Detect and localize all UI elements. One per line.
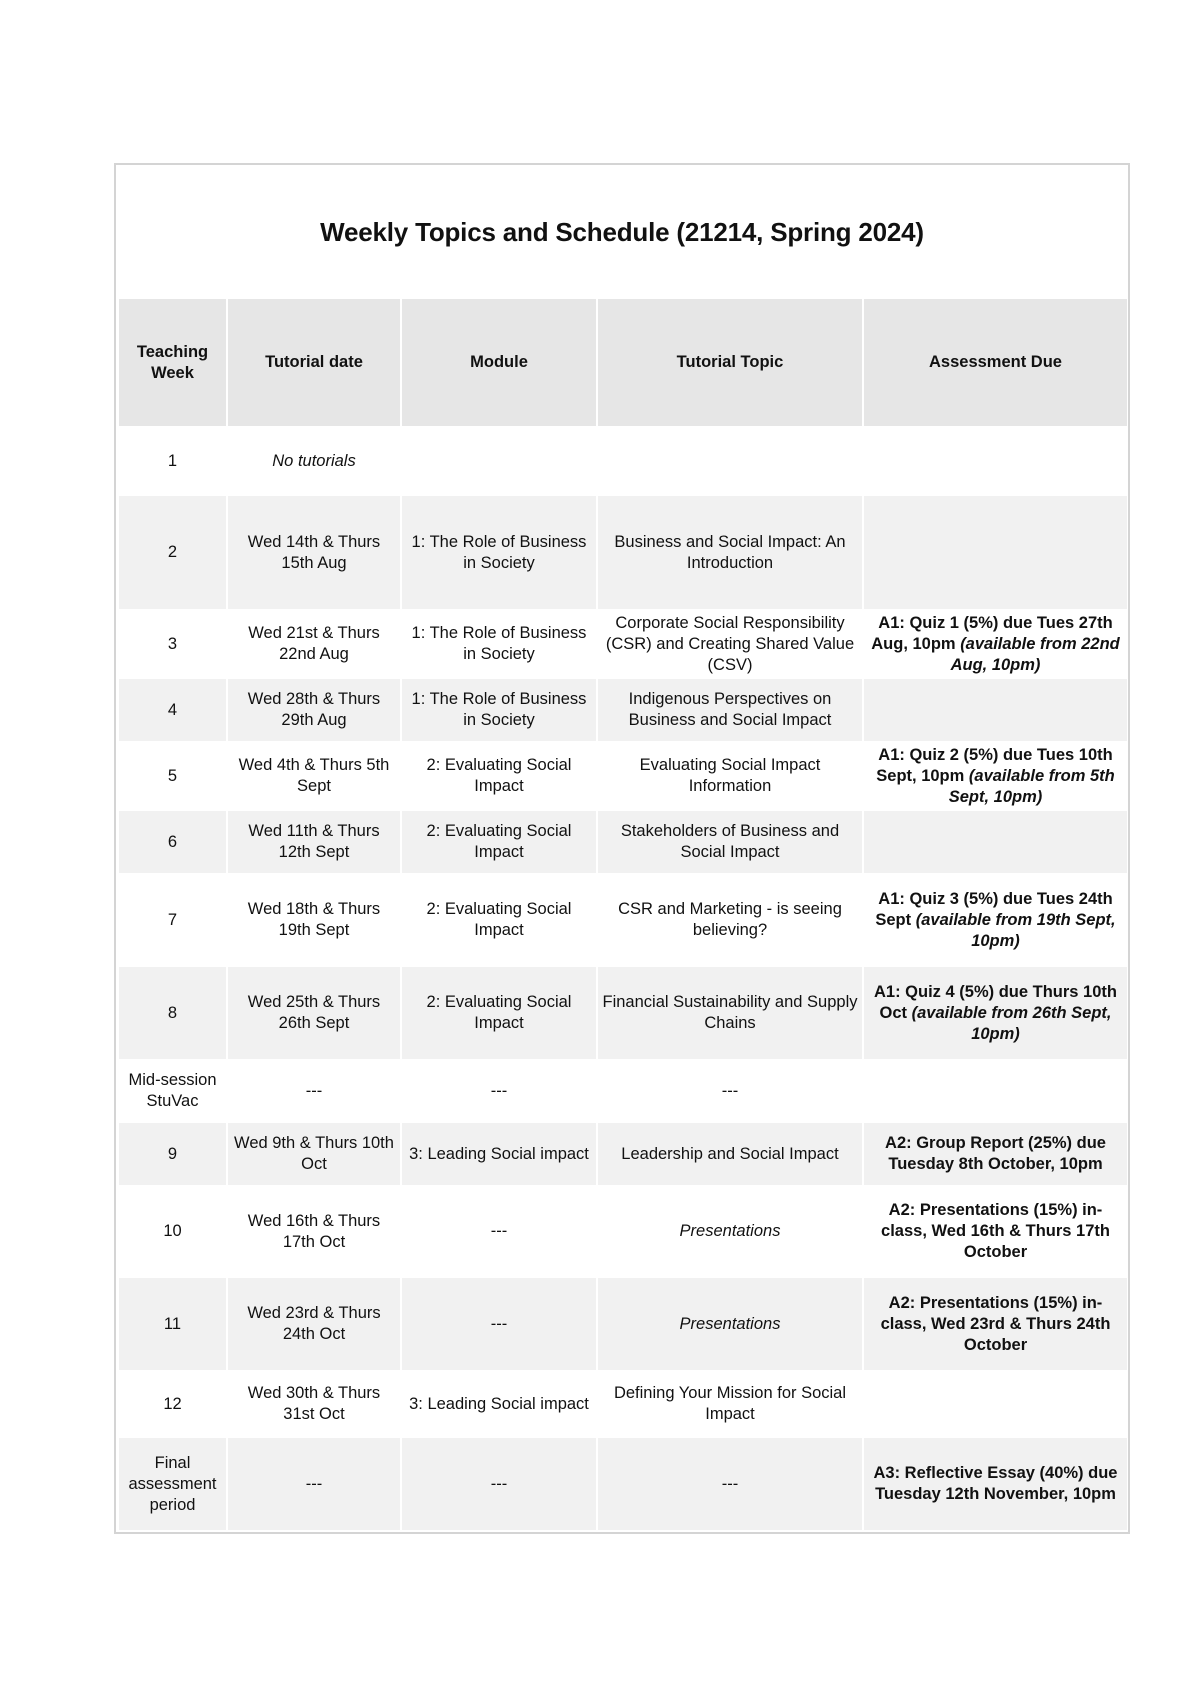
assessment-text: A1: Quiz 3 (5%) due Tues 24th Sept — [875, 889, 1113, 929]
module-cell: 3: Leading Social impact — [401, 1123, 597, 1185]
date-cell: Wed 11th & Thurs 12th Sept — [227, 811, 401, 873]
assessment-cell — [863, 1370, 1127, 1438]
assessment-text: A2: Group Report (25%) due Tuesday 8th October, 10pm — [885, 1134, 1106, 1173]
table-row — [119, 1059, 1127, 1123]
date-cell: Wed 28th & Thurs 29th Aug — [227, 679, 401, 741]
assessment-note: (available from 19th Sept, 10pm) — [915, 910, 1116, 950]
table-row — [119, 679, 1127, 741]
assessment-note: (available from 22nd Aug, 10pm) — [950, 634, 1120, 674]
table-row — [119, 1438, 1127, 1530]
topic-cell: Presentations — [597, 1278, 863, 1370]
assessment-cell — [863, 609, 1127, 679]
assessment-text: A1: Quiz 2 (5%) due Tues 10th Sept, 10pm — [876, 745, 1113, 785]
column-header-assessment-due: Assessment Due — [863, 299, 1127, 426]
date-cell: Wed 21st & Thurs 22nd Aug — [227, 609, 401, 679]
module-cell: 3: Leading Social impact — [401, 1370, 597, 1438]
column-header-teaching-week: Teaching Week — [119, 299, 227, 426]
assessment-text: A2: Presentations (15%) in-class, Wed 23rd & Thurs 24th October — [880, 1293, 1111, 1354]
date-cell: Wed 14th & Thurs 15th Aug — [227, 496, 401, 609]
table-row — [119, 426, 1127, 496]
module-cell: 1: The Role of Business in Society — [401, 609, 597, 679]
column-header-tutorial-date: Tutorial date — [227, 299, 401, 426]
module-cell: 1: The Role of Business in Society — [401, 679, 597, 741]
schedule-document — [114, 163, 1130, 1534]
week-cell: 9 — [119, 1123, 227, 1185]
date-cell: Wed 18th & Thurs 19th Sept — [227, 873, 401, 967]
date-cell: Wed 25th & Thurs 26th Sept — [227, 967, 401, 1059]
date-cell: --- — [227, 1438, 401, 1530]
week-cell: 8 — [119, 967, 227, 1059]
assessment-cell — [863, 873, 1127, 967]
topic-cell: Corporate Social Responsibility (CSR) and Creating Shared Value (CSV) — [597, 609, 863, 679]
document-title: Weekly Topics and Schedule (21214, Spring 2024) — [320, 216, 924, 247]
table-row — [119, 1123, 1127, 1185]
week-cell: 12 — [163, 1394, 182, 1413]
assessment-note: (available from 26th Sept, 10pm) — [911, 1003, 1112, 1043]
week-cell: 2 — [119, 496, 227, 609]
topic-cell: --- — [597, 1059, 863, 1123]
topic-cell: Financial Sustainability and Supply Chains — [597, 967, 863, 1059]
schedule-table — [119, 299, 1127, 1530]
topic-cell: Defining Your Mission for Social Impact — [597, 1370, 863, 1438]
module-cell: 2: Evaluating Social Impact — [401, 741, 597, 811]
assessment-cell — [863, 1123, 1127, 1185]
table-row — [119, 967, 1127, 1059]
assessment-text: A2: Presentations (15%) in-class, Wed 16th & Thurs 17th October — [881, 1201, 1110, 1261]
topic-cell: Evaluating Social Impact Information — [597, 741, 863, 811]
column-header-module: Module — [401, 299, 597, 426]
module-cell: 2: Evaluating Social Impact — [401, 873, 597, 967]
module-cell: --- — [401, 1185, 597, 1278]
topic-cell: Leadership and Social Impact — [597, 1123, 863, 1185]
assessment-cell — [863, 496, 1127, 609]
week-cell: 10 — [163, 1222, 182, 1240]
table-row — [119, 609, 1127, 679]
date-cell: Wed 9th & Thurs 10th Oct — [227, 1123, 401, 1185]
assessment-cell — [863, 741, 1127, 811]
date-cell: No tutorials — [227, 426, 401, 496]
week-cell: 7 — [167, 910, 178, 929]
table-row — [119, 811, 1127, 873]
module-cell: 2: Evaluating Social Impact — [401, 967, 597, 1059]
topic-cell: Stakeholders of Business and Social Impact — [597, 811, 863, 873]
topic-cell: --- — [597, 1438, 863, 1530]
week-cell: 3 — [167, 634, 178, 653]
assessment-note: (available from 5th Sept, 10pm) — [948, 766, 1115, 806]
table-row — [119, 1278, 1127, 1370]
module-cell: --- — [401, 1059, 597, 1123]
column-header-tutorial-topic: Tutorial Topic — [597, 299, 863, 426]
date-cell: --- — [227, 1059, 401, 1123]
date-cell: Wed 16th & Thurs 17th Oct — [227, 1185, 401, 1278]
week-cell: Mid-session StuVac — [128, 1071, 217, 1110]
assessment-text: A3: Reflective Essay (40%) due Tuesday 12th November, 10pm — [873, 1464, 1118, 1503]
topic-cell: CSR and Marketing - is seeing believing? — [597, 873, 863, 967]
table-row — [119, 873, 1127, 967]
week-cell: 5 — [167, 766, 178, 785]
assessment-cell — [863, 1438, 1127, 1530]
module-cell: 2: Evaluating Social Impact — [401, 811, 597, 873]
week-cell: Final assessment period — [119, 1438, 227, 1530]
table-row — [119, 1185, 1127, 1278]
assessment-cell — [863, 967, 1127, 1059]
topic-cell: Indigenous Perspectives on Business and Social Impact — [597, 679, 863, 741]
assessment-cell — [863, 679, 1127, 741]
assessment-cell — [863, 811, 1127, 873]
date-cell: Wed 30th & Thurs 31st Oct — [227, 1370, 401, 1438]
date-cell: Wed 4th & Thurs 5th Sept — [227, 741, 401, 811]
header-row — [119, 299, 1127, 426]
table-row — [119, 741, 1127, 811]
assessment-cell — [863, 426, 1127, 496]
week-cell: 11 — [119, 1278, 227, 1370]
table-row — [119, 496, 1127, 609]
module-cell: --- — [401, 1278, 597, 1370]
topic-cell: Presentations — [597, 1185, 863, 1278]
module-cell: 1: The Role of Business in Society — [401, 496, 597, 609]
assessment-text: A1: Quiz 4 (5%) due Thurs 10th Oct — [874, 982, 1117, 1022]
module-cell: --- — [401, 1438, 597, 1530]
topic-cell: Business and Social Impact: An Introduction — [597, 496, 863, 609]
module-cell — [401, 426, 597, 496]
assessment-cell — [863, 1185, 1127, 1278]
week-cell: 6 — [119, 811, 227, 873]
week-cell: 4 — [119, 679, 227, 741]
topic-cell — [597, 426, 863, 496]
assessment-cell — [863, 1059, 1127, 1123]
week-cell: 1 — [167, 451, 178, 470]
date-cell: Wed 23rd & Thurs 24th Oct — [227, 1278, 401, 1370]
assessment-cell — [863, 1278, 1127, 1370]
table-row — [119, 1370, 1127, 1438]
assessment-text: A1: Quiz 1 (5%) due Tues 27th Aug, 10pm — [871, 613, 1113, 653]
